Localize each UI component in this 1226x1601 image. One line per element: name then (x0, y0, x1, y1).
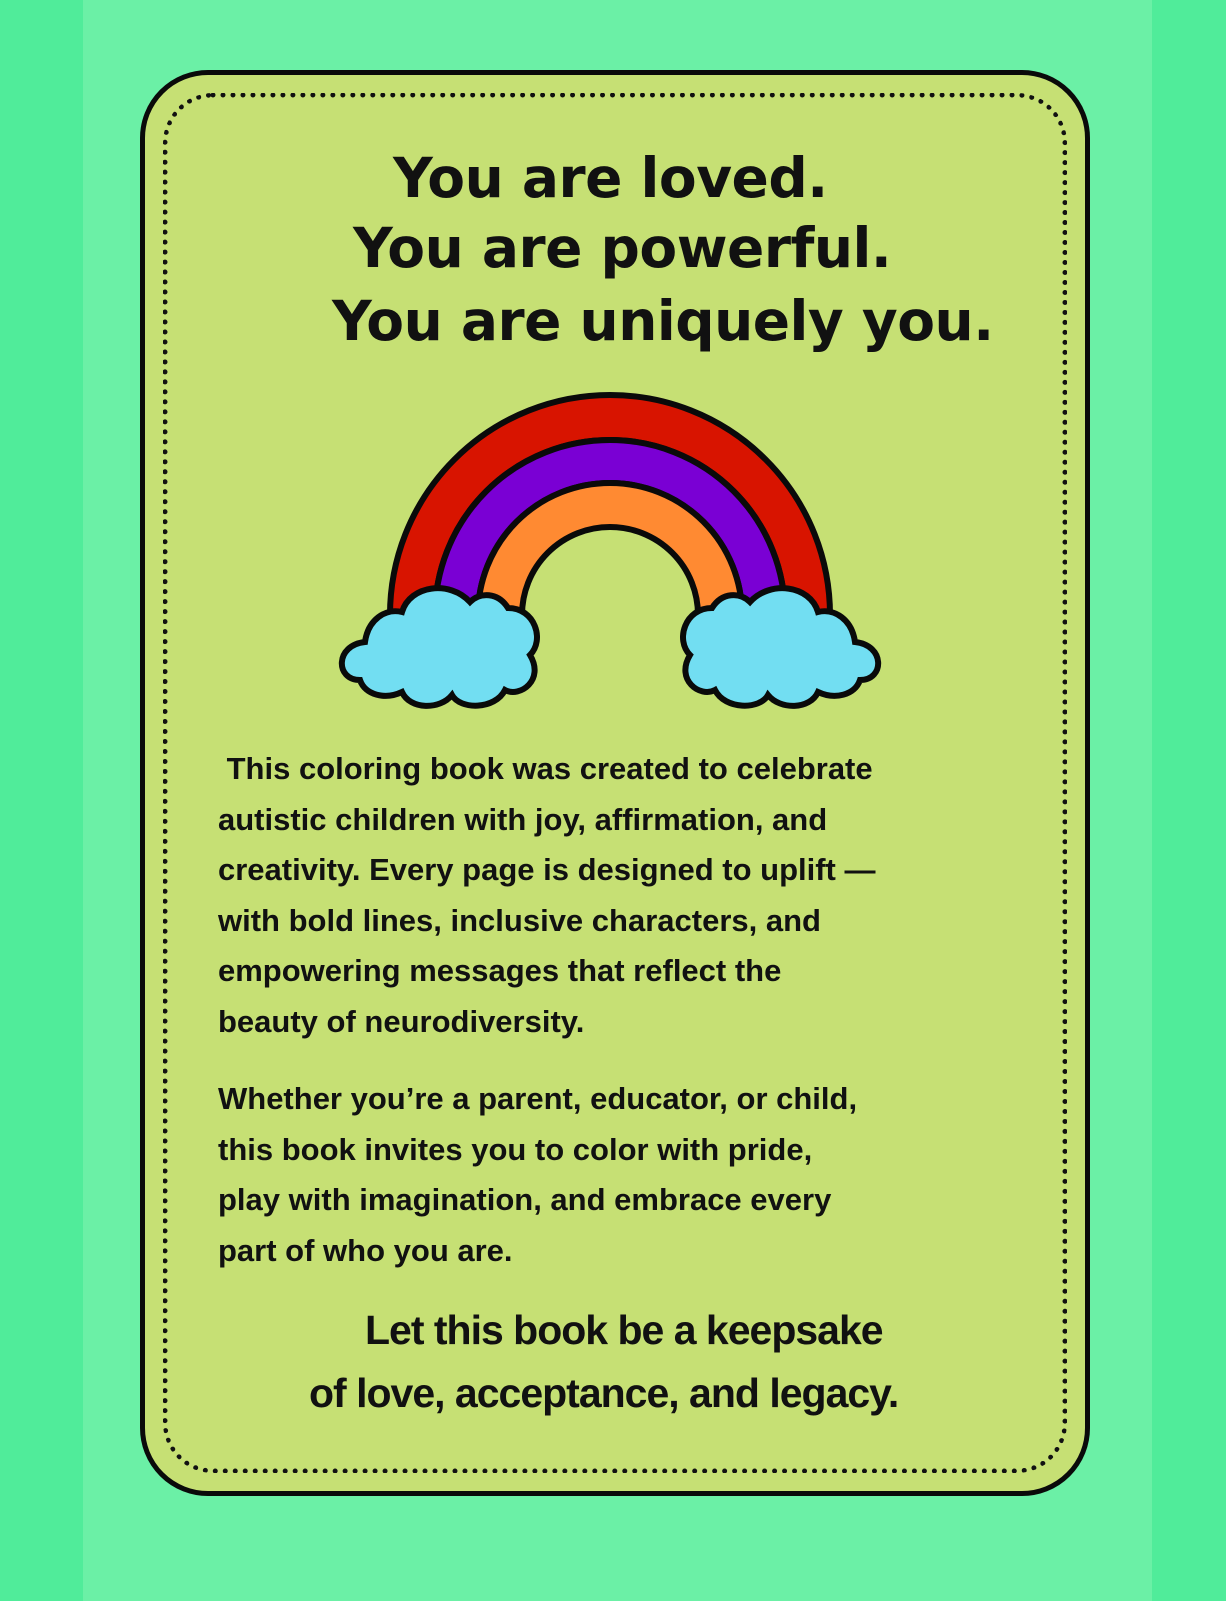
text-line: empowering messages that reflect the (218, 953, 782, 988)
text-line: play with imagination, and embrace every (218, 1182, 832, 1217)
rainbow-icon (330, 380, 890, 710)
text-line: Whether you’re a parent, educator, or child, (218, 1081, 858, 1116)
text-line: part of who you are. (218, 1232, 513, 1268)
text-line: This coloring book was created to celebrate (218, 751, 873, 786)
closing-line-2: of love, acceptance, and legacy. (309, 1370, 899, 1416)
cloud-right-icon (683, 588, 878, 706)
closing-line-1: Let this book be a keepsake (365, 1307, 883, 1353)
headline-line-3: You are uniquely you. (332, 289, 994, 353)
intro-paragraph (218, 744, 1018, 1047)
headline-line-1: You are loved. (393, 146, 828, 210)
audience-paragraph (218, 1074, 1018, 1276)
cloud-left-icon (342, 588, 537, 706)
text-line: with bold lines, inclusive characters, and (218, 902, 821, 938)
headline-line-2: You are powerful. (353, 216, 892, 280)
text-line: creativity. Every page is designed to uplift — (218, 852, 876, 887)
text-line: this book invites you to color with pride, (218, 1131, 813, 1167)
text-line: beauty of neurodiversity. (218, 1003, 585, 1039)
text-line: autistic children with joy, affirmation, and (218, 801, 828, 837)
